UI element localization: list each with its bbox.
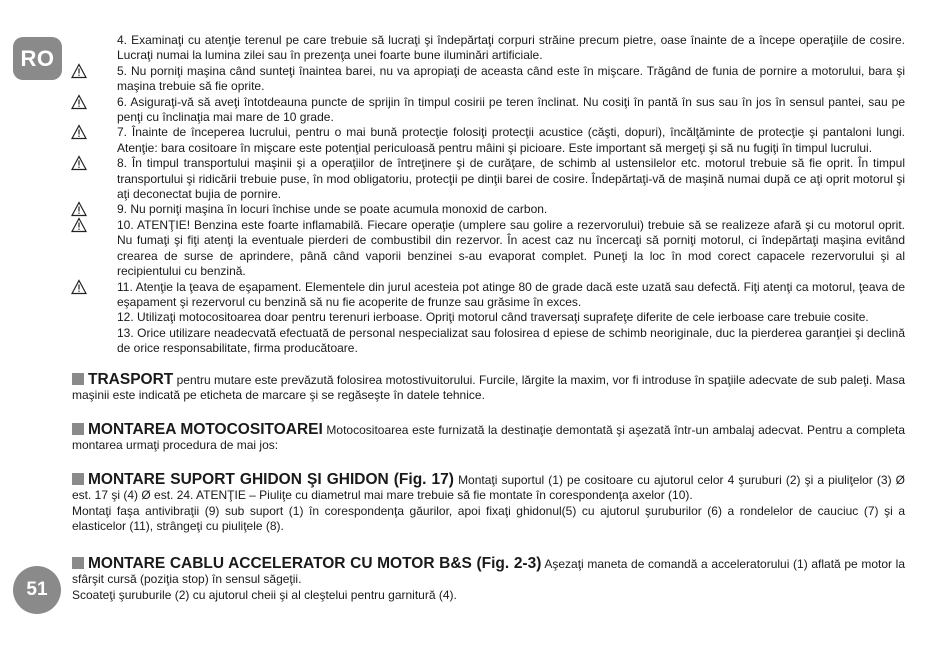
- page-number-badge: 51: [13, 566, 61, 614]
- section-assembly: [72, 422, 905, 454]
- list-item: [117, 156, 905, 202]
- section-handlebar-mount: [72, 472, 905, 535]
- list-item-text: 4. Examinaţi cu atenţie terenul pe care trebuie să lucraţi şi îndepărtaţi corpuri străine precum pietre, oase înainte de a începe operaţiile de cosire. Lucraţi numai la lumina zilei sau în prezenţa unei foarte bune iluminări artificiale.: [117, 33, 905, 63]
- warning-triangle-icon: [71, 124, 87, 140]
- list-item: [117, 280, 905, 311]
- list-item: [117, 64, 905, 95]
- warning-triangle-icon: [71, 201, 87, 217]
- warning-triangle-icon: [71, 94, 87, 110]
- list-item-text: 6. Asiguraţi-vă să aveţi întotdeauna puncte de sprijin în timpul cosirii pe teren înclinat. Nu cosiţi în pantă în sus sau în jos în sensul pantei, sau pe penţi cu înclinaţia mai mare de 10 grade.: [117, 94, 905, 125]
- section-transport: [72, 372, 905, 404]
- safety-instructions-list: [117, 33, 905, 357]
- warning-triangle-icon: [71, 155, 87, 171]
- language-badge: RO: [13, 37, 62, 80]
- list-item: [117, 33, 905, 64]
- list-item-text: 11. Atenţie la ţeava de eşapament. Elementele din jurul acesteia pot atinge 80 de grade dacă este uzată sau defectă. Fiţi atenţi ca motorul, ţeava de eşapament şi rezervorul cu benzină să nu fie acoperite de frunze sau grăsime în exces.: [117, 279, 905, 309]
- section-heading: MONTARE SUPORT GHIDON ŞI GHIDON (Fig. 17): [88, 471, 454, 488]
- bullet-square-icon: [72, 373, 84, 385]
- list-item: [117, 125, 905, 156]
- warning-triangle-icon: [71, 63, 87, 79]
- section-text: Montaţi suportul (1) pe cositoare cu ajutorul celor 4 şuruburi (2) şi a piuliţelor (3) Ø est. 17 şi (4) Ø est. 24. ATENŢIE – Piuliţe cu diametrul mai mare trebuie să fie montate în corespondenţa axelor (10).: [72, 473, 905, 503]
- section-text: Aşezaţi maneta de comandă a acceleratorului (1) aflată pe motor la sfârşit cursă (poziţia stop) în sensul săgeţii.: [72, 557, 906, 587]
- section-text: Scoateţi şuruburile (2) cu ajutorul cheii şi al cleştelui pentru garnitură (4).: [72, 587, 457, 602]
- bullet-square-icon: [72, 557, 84, 569]
- list-item-text: 8. În timpul transportului maşinii şi a operaţiilor de întreţinere şi de curăţare, de schimb al ustensilelor etc. motorul trebuie să fie oprit. În timpul transportului şi ridicării trebuie puse, în mod obligatoriu, protecţii pe dinţii barei de cosire. Îndepărtaţi-vă de maşină numai după ce aţi oprit motorul şi aţi deconectat bujia de pornire.: [117, 156, 905, 202]
- section-text: Montaţi faşa antivibraţii (9) sub suport (1) în corespondenţa găurilor, apoi fixaţi ghidonul(5) cu ajutorul şuruburilor (6) a rondelelor de cauciuc (7) şi a elasticelor (11), strângeţi cu piuliţele (8).: [72, 503, 905, 534]
- list-item: [117, 218, 905, 280]
- list-item-text: 7. Înainte de începerea lucrului, pentru o mai bună protecţie folosiţi protecţii acustice (căşti, dopuri), încălţăminte de protecţie şi pantaloni lungi. Atenţie: bara cositoare în mişcare este potenţial periculoasă pentru mâini şi picioare. Este important să mergeţi şi să nu fugiţi în timpul lucrului.: [117, 125, 905, 155]
- list-item: [117, 95, 905, 126]
- list-item: [117, 202, 905, 217]
- warning-triangle-icon: [71, 279, 87, 295]
- section-heading: MONTAREA MOTOCOSITOAREI: [88, 421, 323, 438]
- list-item-text: 5. Nu porniţi maşina când sunteţi înaintea barei, nu va apropiaţi de aceasta când este în mişcare. Trăgând de funia de pornire a motorului, bara şi maşina trebuie să fie oprite.: [117, 63, 905, 94]
- list-item-text: 13. Orice utilizare neadecvată efectuată de personal nespecializat sau folosirea d epiese de schimb neoriginale, duc la pierderea garanţiei şi declină de orice responsabilitate, firma producătoare.: [117, 325, 905, 356]
- bullet-square-icon: [72, 423, 84, 435]
- list-item-text: 10. ATENŢIE! Benzina este foarte inflamabilă. Fiecare operaţie (umplere sau golire a rezervorului) trebuie să se realizeze afară şi cu motorul oprit. Nu fumaţi şi fiţi atenţi la eventuale pierderi de combustibil din rezervor. În acest caz nu încercaţi să porniţi motorul, ci îndepărtaţi maşina evitând crearea de surse de aprindere, până când vaporii benzinei s-au evaporat complet. Puneţi la loc în mod corect capacele rezervorului şi al recipientului cu benzină.: [117, 217, 905, 279]
- bullet-square-icon: [72, 473, 84, 485]
- list-item: [117, 310, 905, 325]
- section-throttle-cable: [72, 556, 905, 603]
- list-item: [117, 326, 905, 357]
- list-item-text: 9. Nu porniţi maşina în locuri închise unde se poate acumula monoxid de carbon.: [117, 202, 548, 217]
- section-text: pentru mutare este prevăzută folosirea motostivuitorului. Furcile, lărgite la maxim, vor fi introduse în spaţiile adecvate de sub paleţi. Masa maşinii este indicată pe eticheta de marcare şi se regăseşte în datele tehnice.: [72, 373, 905, 403]
- list-item-text: 12. Utilizaţi motocositoarea doar pentru terenuri ierboase. Opriţi motorul când traversaţi suprafeţe diferite de cele ierboase care trebuie cosite.: [117, 310, 869, 325]
- section-heading: MONTARE CABLU ACCELERATOR CU MOTOR B&S (Fig. 2-3): [88, 555, 542, 572]
- section-text: Motocositoarea este furnizată la destinaţie demontată şi aşezată într-un ambalaj adecvat. Pentru a completa montarea urmaţi procedura de mai jos:: [72, 423, 906, 453]
- section-heading: TRASPORT: [88, 371, 174, 388]
- warning-triangle-icon: [71, 217, 87, 233]
